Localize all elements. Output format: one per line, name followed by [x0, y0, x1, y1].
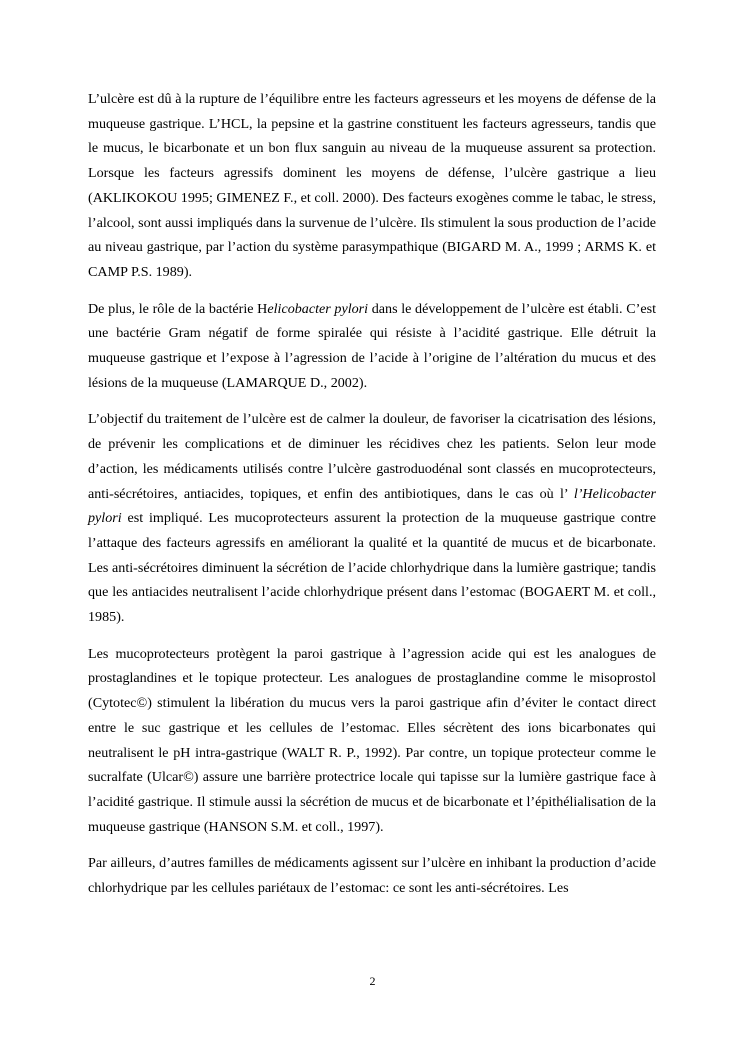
document-body	[88, 87, 656, 901]
paragraph-mucoprotectors	[88, 642, 656, 840]
text-run: Par ailleurs, d’autres familles de médicaments agissent sur l’ulcère en inhibant la production d’acide chlorhydrique par les cellules pariétaux de l’estomac: ce sont les anti-sécrétoires. Les	[88, 855, 656, 897]
italic-text-run: l’Helicobacter pylori	[88, 485, 656, 527]
paragraph-treatment-objective	[88, 407, 656, 629]
text-run: L’objectif du traitement de l’ulcère est de calmer la douleur, de favoriser la cicatrisation des lésions, de prévenir les complications et de diminuer les récidives chez les patients. Selon leur mode d’action, les médicaments utilisés contre l’ulcère gastroduodénal sont classés en mucoprotecteurs, anti-sécrétoires, antiacides, topiques, et enfin des antibiotiques, dans le cas où l’	[88, 411, 656, 502]
text-run: est impliqué. Les mucoprotecteurs assurent la protection de la muqueuse gastrique contre l’attaque des facteurs agressifs en améliorant la qualité et la quantité de mucus et de bicarbonate. Les anti-sécrétoires diminuent la sécrétion de l’acide chlorhydrique dans la lumière gastrique; tandis que les antiacides neutralisent l’acide chlorhydrique présent dans l’estomac (BOGAERT M. et coll., 1985).	[88, 510, 656, 626]
text-run: De plus, le rôle de la bactérie H	[88, 300, 268, 317]
paragraph-helicobacter	[88, 297, 656, 396]
page-number: 2	[369, 974, 376, 988]
italic-text-run: elicobacter pylori	[267, 300, 369, 317]
text-run: dans le développement de l’ulcère est établi. C’est une bactérie Gram négatif de forme spiralée qui résiste à l’acidité gastrique. Elle détruit la muqueuse gastrique et l’expose à l’agression de l’acide à l’origine de l’altération du mucus et des lésions de la muqueuse (LAMARQUE D., 2002).	[88, 300, 656, 391]
paragraph-antisecretory	[88, 851, 656, 900]
paragraph-ulcer-causes	[88, 87, 656, 285]
text-run: Les mucoprotecteurs protègent la paroi gastrique à l’agression acide qui est les analogues de prostaglandines et le topique protecteur. Les analogues de prostaglandine comme le misoprostol (Cytotec©) stimulent la libération du mucus vers la paroi gastrique afin d’éviter le contact direct entre le suc gastrique et les cellules de l’estomac. Elles sécrètent des ions bicarbonates qui neutralisent le pH intra-gastrique (WALT R. P., 1992). Par contre, un topique protecteur comme le sucralfate (Ulcar©) assure une barrière protectrice locale qui tapisse sur la lumière gastrique face à l’acidité gastrique. Il stimule aussi la sécrétion de mucus et de bicarbonate et l’épithélialisation de la muqueuse gastrique (HANSON S.M. et coll., 1997).	[88, 645, 656, 835]
text-run: L’ulcère est dû à la rupture de l’équilibre entre les facteurs agresseurs et les moyens de défense de la muqueuse gastrique. L’HCL, la pepsine et la gastrine constituent les facteurs agresseurs, tandis que le mucus, le bicarbonate et un bon flux sanguin au niveau de la muqueuse assurent sa protection. Lorsque les facteurs agressifs dominent les moyens de défense, l’ulcère gastrique a lieu (AKLIKOKOU 1995; GIMENEZ F., et coll. 2000). Des facteurs exogènes comme le tabac, le stress, l’alcool, sont aussi impliqués dans la survenue de l’ulcère. Ils stimulent la sous production de l’acide au niveau gastrique, par l’action du système parasympathique (BIGARD M. A., 1999 ; ARMS K. et CAMP P.S. 1989).	[88, 91, 656, 280]
